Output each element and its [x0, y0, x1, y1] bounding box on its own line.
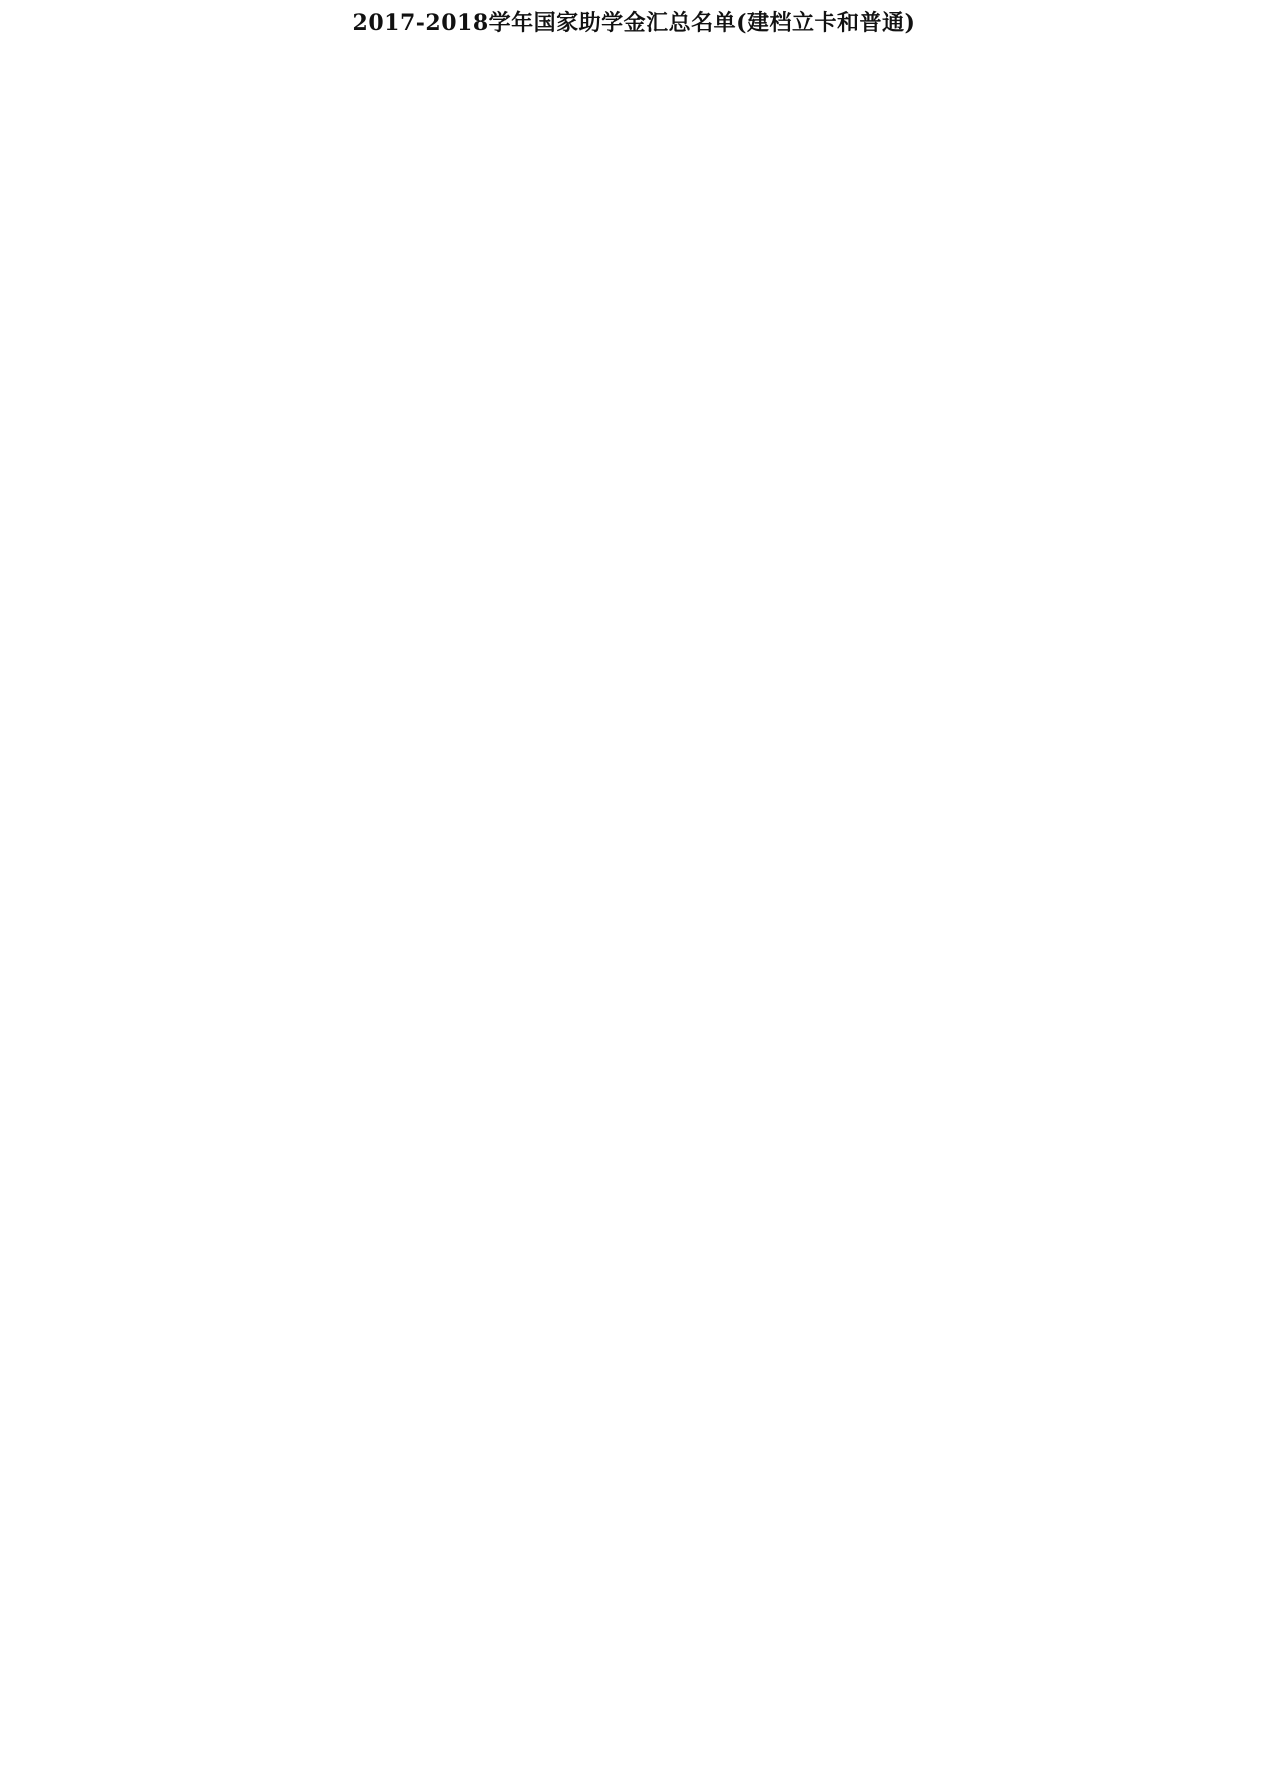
document-title: 2017-2018学年国家助学金汇总名单(建档立卡和普通): [352, 10, 916, 36]
